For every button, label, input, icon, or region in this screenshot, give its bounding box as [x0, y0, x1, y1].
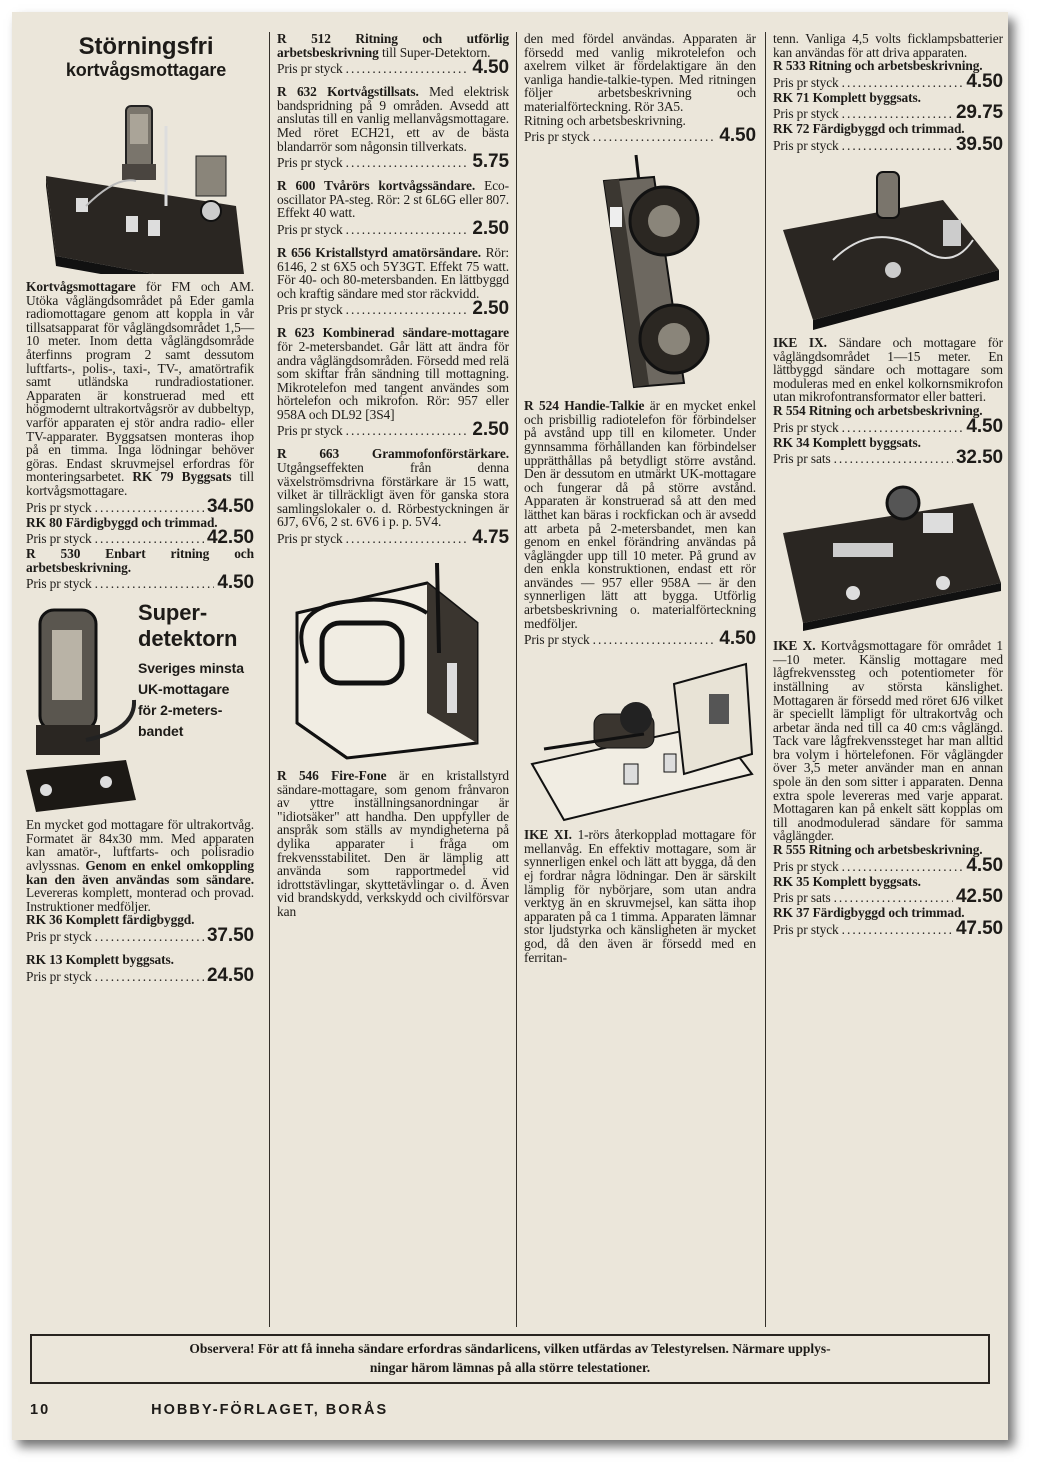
ike-xi-title: IKE XI. — [524, 827, 572, 843]
price-label: Pris pr styck — [277, 221, 343, 237]
rk71-title: RK 71 Komplett byggsats. — [773, 89, 921, 105]
ike-x-title: IKE X. — [773, 638, 816, 654]
price-value: 4.50 — [966, 854, 1003, 876]
price-label: Pris pr styck — [26, 929, 92, 945]
price-row — [26, 529, 254, 547]
price-row — [524, 127, 756, 145]
price-label: Pris pr styck — [773, 106, 839, 122]
price-value: 2.50 — [472, 419, 509, 441]
fire-fone-continued-text: den med fördel användas. Apparaten är försedd med vanlig mikrotelefon och axelrem vilket är fördelaktigare än den vanliga handie-talkie-typen. Med ritningen följer arbetsbeskrivning och materialförteckning. Rör 3A5. — [524, 31, 756, 114]
superdetektorn-tagline-1: Sveriges minsta — [138, 660, 244, 677]
r554-title: R 554 Ritning och arbetsbeskrivning. — [773, 402, 983, 418]
price-value: 29.75 — [955, 102, 1003, 124]
rk79-intro-title: Kortvågsmottagare — [26, 279, 136, 294]
price-label: Pris pr styck — [26, 576, 92, 592]
rk79-intro-text: för FM och AM. Utöka våglängdsområdet på Eder gamla radiomottagare genom att koppla in vår tillsatsapparat för våglängdsområdet 1,5—10 meter. Inom detta våglängdsområde återfinns program 2 samt dessutom luftfarts-, polis-, taxi-, TV-, amatörtrafik samt utländska rundradiostationer. Apparaten är konstruerad med ett högmodernt ultrakortvågsrör av dubbeltyp, varför apparaten ej stör andra radio- eller TV-apparater. Byggsatsen monteras ihop på en timma. Inga lödningar behöver göras. Endast skruvmejsel erfordras för monteringsarbetet. — [26, 279, 254, 485]
column-2 — [277, 32, 509, 919]
superdetektorn-text-2: Levereras komplett, monterad och provad. Instruktioner medföljer. — [26, 885, 254, 914]
r656-text: Rör: 6146, 2 st 6X5 och 5Y3GT. Effekt 75 watt. För 40- och 80-metersbanden. En lättbyggd och kraftig sändare med stor räckvidd. — [277, 244, 509, 301]
superdetektorn-tagline-4: bandet — [138, 723, 184, 740]
price-row — [26, 574, 254, 592]
price-label: Pris pr styck — [277, 302, 343, 318]
price-row — [773, 917, 1003, 939]
price-row — [277, 300, 509, 318]
shortwave-receiver-illustration — [26, 86, 254, 274]
r623-title: R 623 Kombinerad sändare-mottagare — [277, 325, 509, 341]
price-value: 4.75 — [472, 527, 509, 549]
price-row — [524, 630, 756, 648]
r632-text: Med elektrisk bandspridning på 9 områden. Avsedd att anslutas till en vanlig mellanvågsmottagare. Med röret ECH21, ett av de bästa blandarrör som någonsin tillverkats. — [277, 84, 510, 154]
price-label: Pris pr styck — [277, 531, 343, 547]
rk37-title: RK 37 Färdigbyggd och trimmad. — [773, 905, 965, 921]
r512-title: R 512 Ritning och utförlig arbetsbeskrivning — [277, 31, 509, 60]
rk34-title: RK 34 Komplett byggsats. — [773, 434, 921, 450]
price-label: Pris pr styck — [773, 74, 839, 90]
price-value: 2.50 — [472, 298, 509, 320]
price-value: 4.50 — [966, 70, 1003, 92]
heading-kortvagsmottagare: kortvågsmottagare — [65, 60, 227, 80]
superdetektorn-tagline-2: UK-mottagare — [138, 681, 230, 698]
handie-talkie-illustration — [524, 151, 756, 393]
license-notice-line-2: ningar härom lämnas på alla större telestationer. — [369, 1360, 651, 1375]
price-value: 4.50 — [719, 125, 756, 147]
column-3 — [524, 32, 756, 964]
price-row — [773, 854, 1003, 876]
r546-title: R 546 Fire-Fone — [277, 768, 387, 784]
license-notice-line-1: Observera! För att få inneha sändare erfordras sändarlicens, vilken utfärdas av Telestyrelsen. Närmare upplys- — [189, 1341, 831, 1356]
price-value: 24.50 — [206, 964, 254, 986]
price-label: Pris pr styck — [524, 129, 590, 145]
price-row — [773, 415, 1003, 437]
license-notice-box — [30, 1334, 990, 1384]
column-4 — [773, 32, 1003, 938]
price-value: 4.50 — [217, 572, 254, 594]
ike-ix-text: Sändare och mottagare för våglängdsområdet 1—15 meter. En lättbyggd sändare och mottagare som moduleras med en enkel kolkornsmikrofon utan mikrofontransformator eller batteri. — [773, 334, 1004, 405]
price-value: 4.50 — [472, 57, 509, 79]
superdetektorn-heading-2: detektorn — [138, 626, 238, 652]
superdetektorn-bold-text: Genom en enkel omkoppling kan den även användas som sändare. — [26, 858, 254, 887]
price-label: Pris pr styck — [773, 137, 839, 153]
superdetektorn-tagline-3: för 2-meters- — [138, 702, 223, 719]
price-label: Pris pr styck — [26, 499, 92, 515]
price-value: 37.50 — [206, 925, 254, 947]
rk79-title: RK 79 Byggsats — [132, 469, 232, 485]
price-label: Pris pr sats — [773, 890, 831, 906]
r663-text: Utgångseffekten från denna växelströmsdrivna förstärkare är 15 watt, vilket är tillräckligt även för ganska stora samlingslokaler o. d. Rörbestyckningen är 6J7, 6V6, 2 st. 6V6 i p. p. 5V4. — [277, 460, 509, 530]
fire-fone-illustration — [277, 553, 509, 763]
price-label: Pris pr styck — [277, 423, 343, 439]
price-row — [26, 964, 254, 986]
price-row — [773, 449, 1003, 467]
column-1 — [26, 32, 254, 985]
ike-ix-title: IKE IX. — [773, 334, 827, 350]
page-footer — [30, 1402, 388, 1418]
r524-text: är en mycket enkel och prisbillig radiotelefon för förbindelser på avstånd upp till en kilometer. Under gynnsamma förhållanden kan förbindelser upprätthållas på betydligt större avstånd. Den är dessutom en utmärkt UK-mottagare och fungerar då på större avstånd. Apparaten är konstruerad så att den med lätthet kan bäras i rockfickan och är avsedd att arbeta på 2-metersbandet, men kan genom en enkel förändring användas på våglängder upp till 10 meter. På grund av den enkla konstruktionen, endast ett rör användes — 957 eller 958A — är den synnerligen lätt att bygga. Utförlig arbetsbeskrivning o. materialförteckning medföljer. — [524, 398, 756, 631]
price-label: Pris pr styck — [773, 921, 839, 937]
r533-title: R 533 Ritning och arbetsbeskrivning. — [773, 58, 983, 74]
price-label: Pris pr styck — [773, 419, 839, 435]
r600-title: R 600 Tvårörs kortvågssändare. — [277, 178, 476, 194]
r530-title: R 530 Enbart ritning och arbetsbeskrivning. — [26, 546, 254, 575]
price-label: Pris pr styck — [277, 155, 343, 171]
r632-title: R 632 Kortvågstillsats. — [277, 84, 419, 100]
rk35-title: RK 35 Komplett byggsats. — [773, 873, 921, 889]
price-value: 39.50 — [955, 133, 1003, 155]
price-row — [773, 133, 1003, 155]
ike-xi-continued-text: tenn. Vanliga 4,5 volts ficklampsbatterier kan användas för att driva apparaten. — [773, 31, 1003, 60]
price-row — [26, 927, 254, 945]
price-row — [773, 104, 1003, 122]
r663-title: R 663 Grammofonförstärkare. — [277, 446, 509, 462]
ike-x-illustration — [773, 473, 1003, 633]
price-label: Pris pr sats — [773, 451, 831, 467]
price-label: Pris pr styck — [277, 61, 343, 77]
superdetektorn-text: En mycket god mottagare för ultrakortvåg. Formatet är 84x30 mm. Med apparaten kan amatör-, luftfarts- och polisradio avlyssnas. — [26, 817, 254, 874]
price-value: 4.50 — [719, 628, 756, 650]
ike-ix-illustration — [773, 160, 1003, 330]
catalog-page — [12, 12, 1008, 1440]
price-label: Pris pr styck — [773, 858, 839, 874]
price-row — [277, 153, 509, 171]
ike-x-text: Kortvågsmottagare för området 1—10 meter. Känslig mottagare med lågfrekvenssteg och potentiometer för inställning av största känslighet. Mottagaren är försedd med röret 6J6 vilket är speciellt lämpligt för ultrakortvåg och arbetar ända ned till ca 40 cm:s våglängd. Tack vare lågfrekvenssteget har man alltid bra volym i hörtelefonen. För våglängder över 3,5 meter använder man en annan spole än den som sitter i apparaten. Denna extra spole levereras med varje apparat. Mottagaren kan på enkelt sätt kopplas om till anodmodulerad sändare för samma våglängder. — [773, 638, 1004, 844]
superdetektorn-heading-1: Super- — [138, 600, 208, 626]
r555-title: R 555 Ritning och arbetsbeskrivning. — [773, 842, 983, 858]
rk80-title: RK 80 Färdigbyggd och trimmad. — [26, 514, 218, 530]
price-value: 42.50 — [955, 886, 1003, 908]
publisher-name: HOBBY-FÖRLAGET, BORÅS — [151, 1402, 389, 1418]
price-value: 42.50 — [206, 527, 254, 549]
page-number: 10 — [30, 1402, 51, 1418]
r524-title: R 524 Handie-Talkie — [524, 398, 645, 414]
price-row — [773, 70, 1003, 92]
price-label: Pris pr styck — [524, 632, 590, 648]
heading-storningsfri: Störningsfri — [78, 33, 214, 60]
price-row — [277, 217, 509, 239]
r600-text: Eco-oscillator PA-steg. Rör: 2 st 6L6G eller 807. Effekt 40 watt. — [277, 178, 509, 221]
price-value: 34.50 — [206, 495, 254, 517]
price-value: 47.50 — [955, 917, 1003, 939]
price-value: 32.50 — [955, 447, 1003, 469]
price-row — [773, 888, 1003, 906]
price-row — [277, 421, 509, 439]
price-value: 2.50 — [472, 217, 509, 239]
column-divider — [516, 32, 517, 1327]
rk79-text: till kortvågsmottagare. — [26, 469, 255, 498]
r623-text: för 2-metersbandet. Går lätt att ändra för andra våglängdsområden. Försedd med relä som skiftar från sändning till mottagning. Mikrotelefon med tangent användes som hörtelefon och mikrofon. Rör: 957 eller 958A och DL92 [3S4] — [277, 338, 509, 422]
price-label: Pris pr styck — [26, 531, 92, 547]
superdetektorn-illustration — [26, 600, 136, 818]
rk36-title: RK 36 Komplett färdigbyggd. — [26, 912, 195, 928]
price-value: 5.75 — [472, 151, 509, 173]
price-row — [26, 495, 254, 517]
superdetektorn-block — [26, 600, 254, 818]
r656-title: R 656 Kristallstyrd amatörsändare. — [277, 244, 482, 260]
ike-xi-illustration — [524, 654, 756, 822]
price-label: Pris pr styck — [26, 968, 92, 984]
column-divider — [269, 32, 270, 1327]
rk72-title: RK 72 Färdigbyggd och trimmad. — [773, 121, 965, 137]
r512-text: till Super-Detektorn. — [381, 44, 491, 60]
rk13-title: RK 13 Komplett byggsats. — [26, 952, 174, 968]
r546-text: är en kristallstyrd sändare-mottagare, som genom frånvaron av yttre inställningsanordningar är "idiotsäker" att handha. Den uppfyller de anspråk som ställs av myndigheterna på dylika apparater i fråga om frekvensstabilitet. Den är lämplig att använda som rapportmedel vid idrottstävlingar, skyttetävlingar o. d. Även vid brandskydd, verkskydd och civilförsvar kan — [277, 768, 509, 919]
column-divider — [765, 32, 766, 1327]
price-row — [277, 59, 509, 77]
price-value: 4.50 — [966, 415, 1003, 437]
price-row — [277, 529, 509, 547]
ike-xi-text: 1-rörs återkopplad mottagare för mellanvåg. En effektiv mottagare, som är synnerligen enkel och lätt att bygga, då den ej fordrar några lödningar. Den är särskilt lämplig för nybörjare, som utan andra verktyg än en skruvmejsel, kan sätta ihop apparaten på ca 1 timma. Apparaten lämnar stor ljudstyrka och känsligheten är mycket god, då den även är försedd med en ferritan- — [524, 827, 757, 965]
fire-fone-drawing-label: Ritning och arbetsbeskrivning. — [524, 112, 686, 128]
